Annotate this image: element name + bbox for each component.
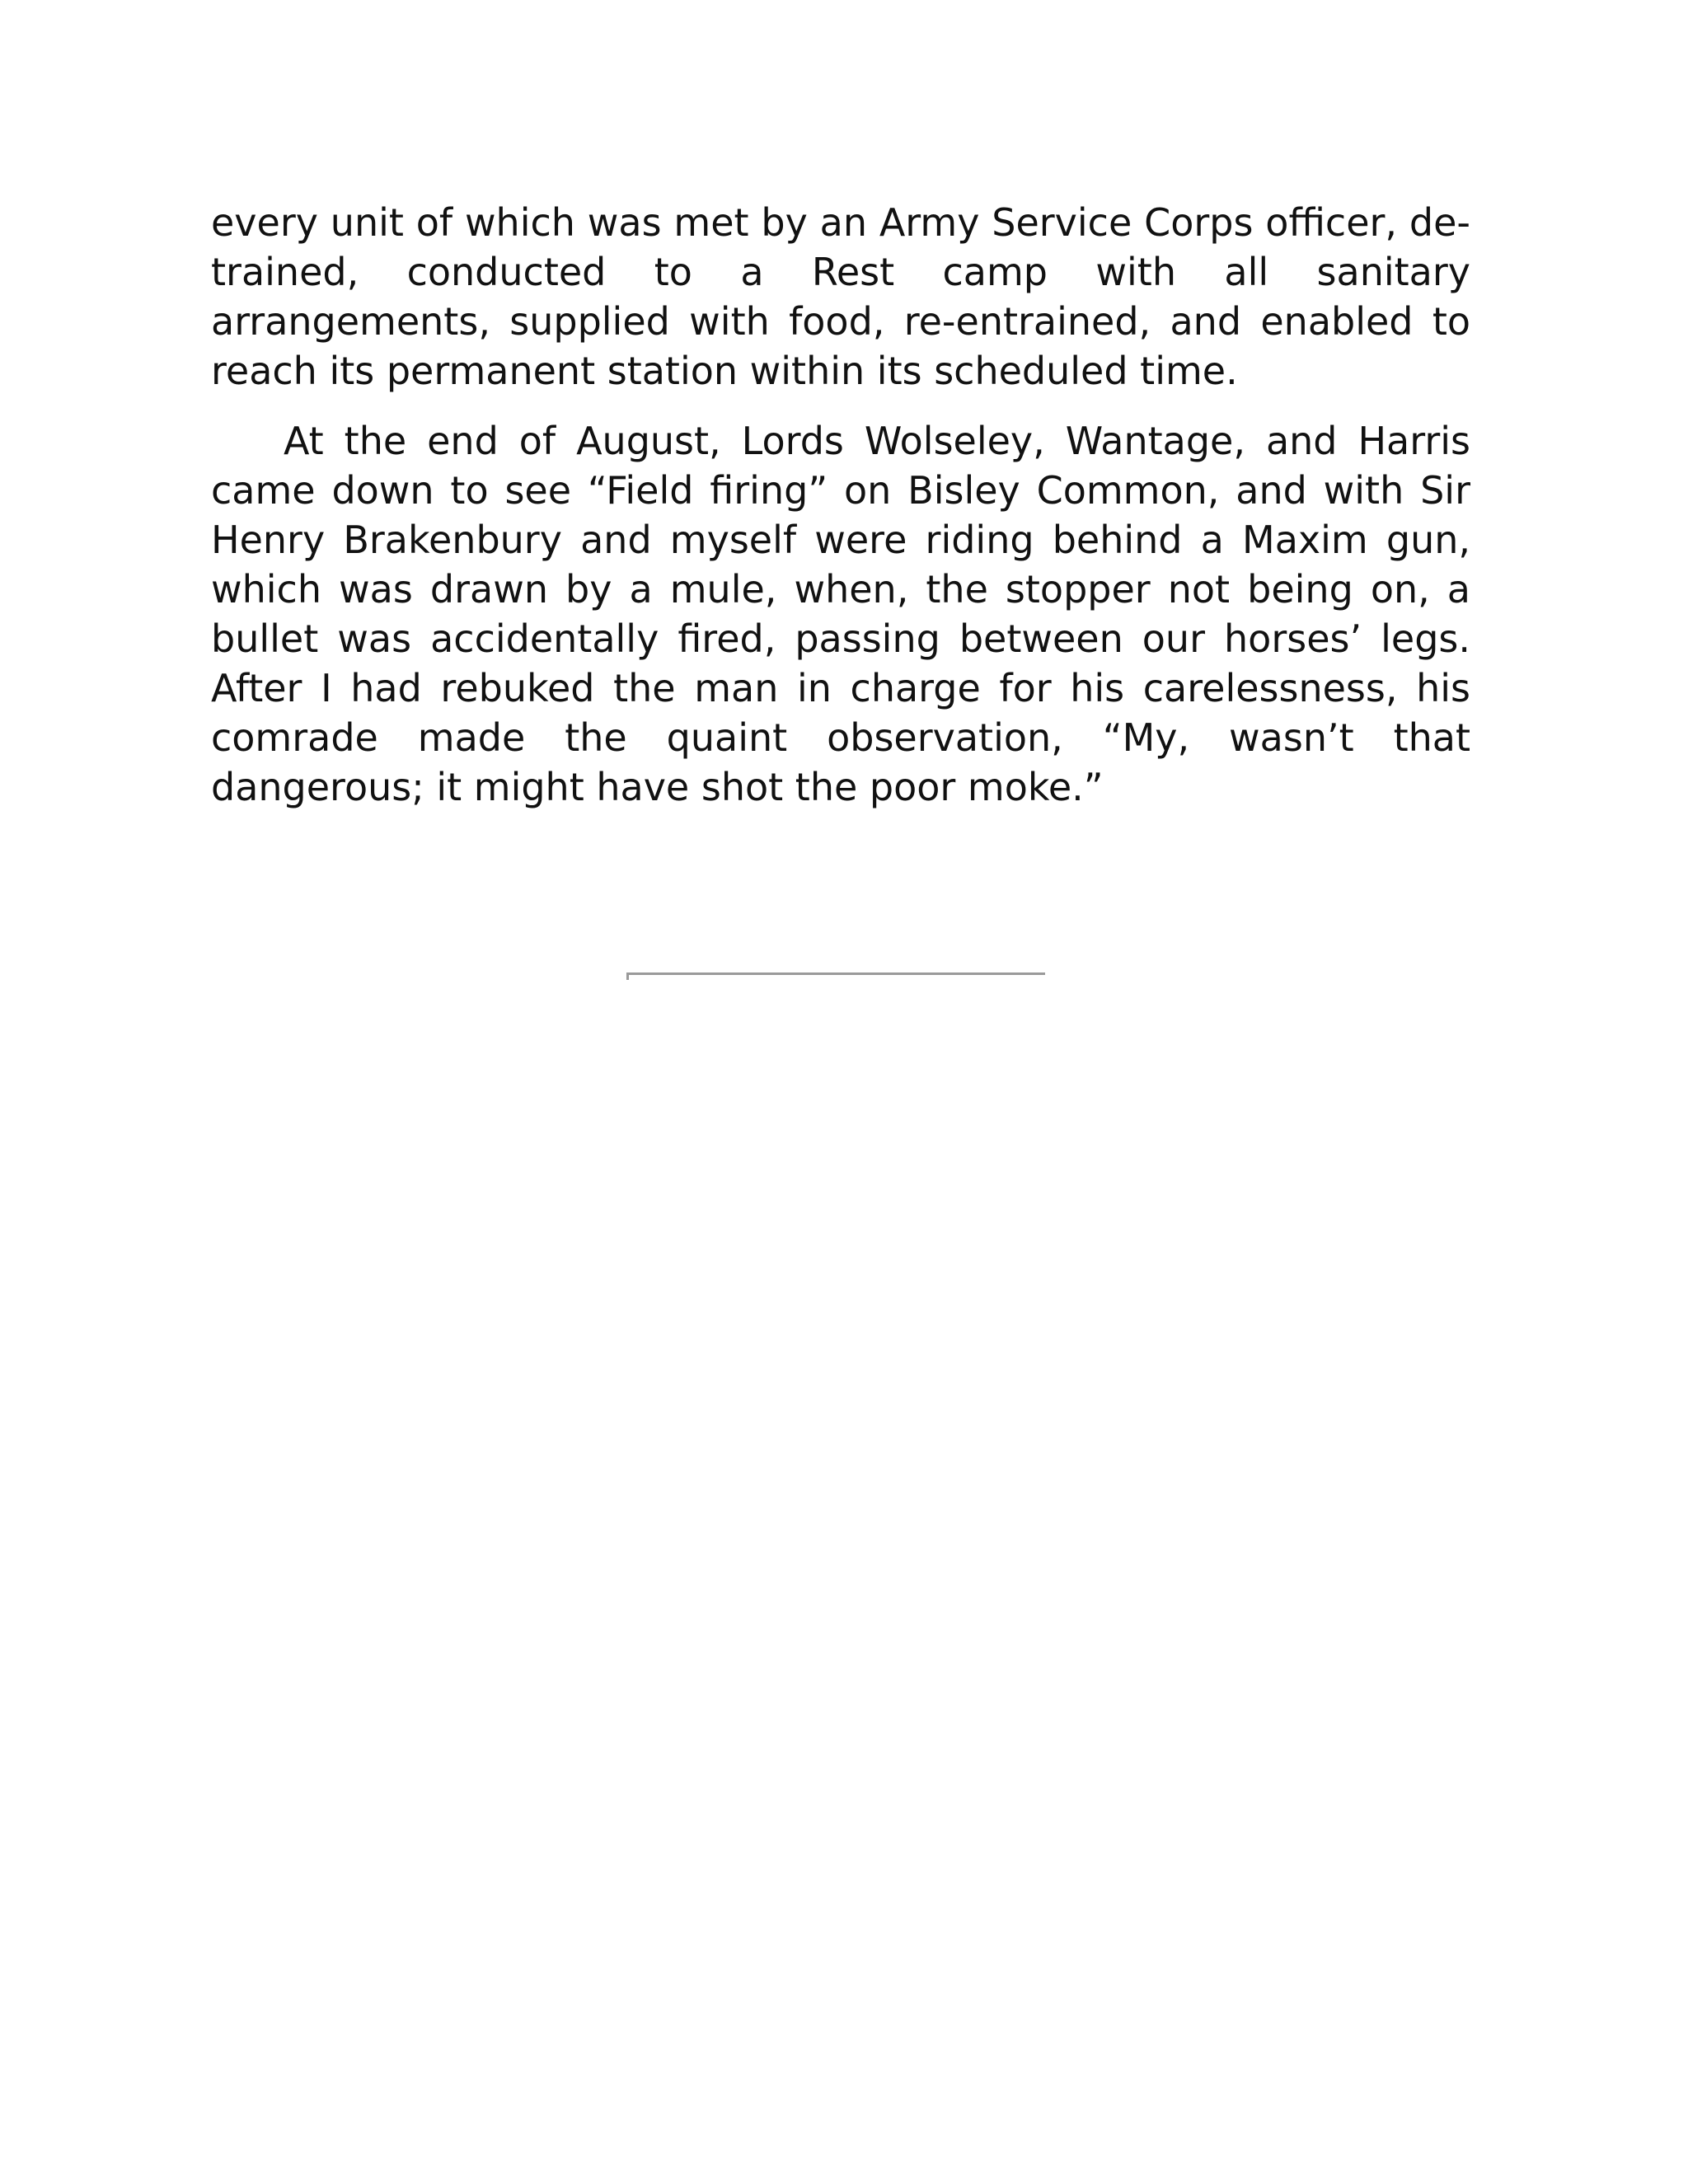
paragraph-2: At the end of August, Lords Wolseley, Wantage, and Harris came down to see “Field firing” on Bisley Common, and with Sir Henry Brakenbury and myself were riding behind a Maxim gun, which was drawn by a mule, when, the stopper not being on, a bullet was accidentally fired, passing between our horses’ legs. After I had rebuked the man in charge for his carelessness, his comrade made the quaint observation, “My, wasn’t that dangerous; it might have shot the poor moke.” [211,419,1470,809]
section-divider [626,972,1045,975]
paragraph-1: every unit of which was met by an Army Service Corps officer, detrained, conducted to a Rest camp with all sanitary arrangements, supplied with food, re-entrained, and enabled to reach its permanent station within its scheduled time. [211,200,1470,393]
body-text [211,198,1470,812]
section-divider-cap [626,972,629,980]
